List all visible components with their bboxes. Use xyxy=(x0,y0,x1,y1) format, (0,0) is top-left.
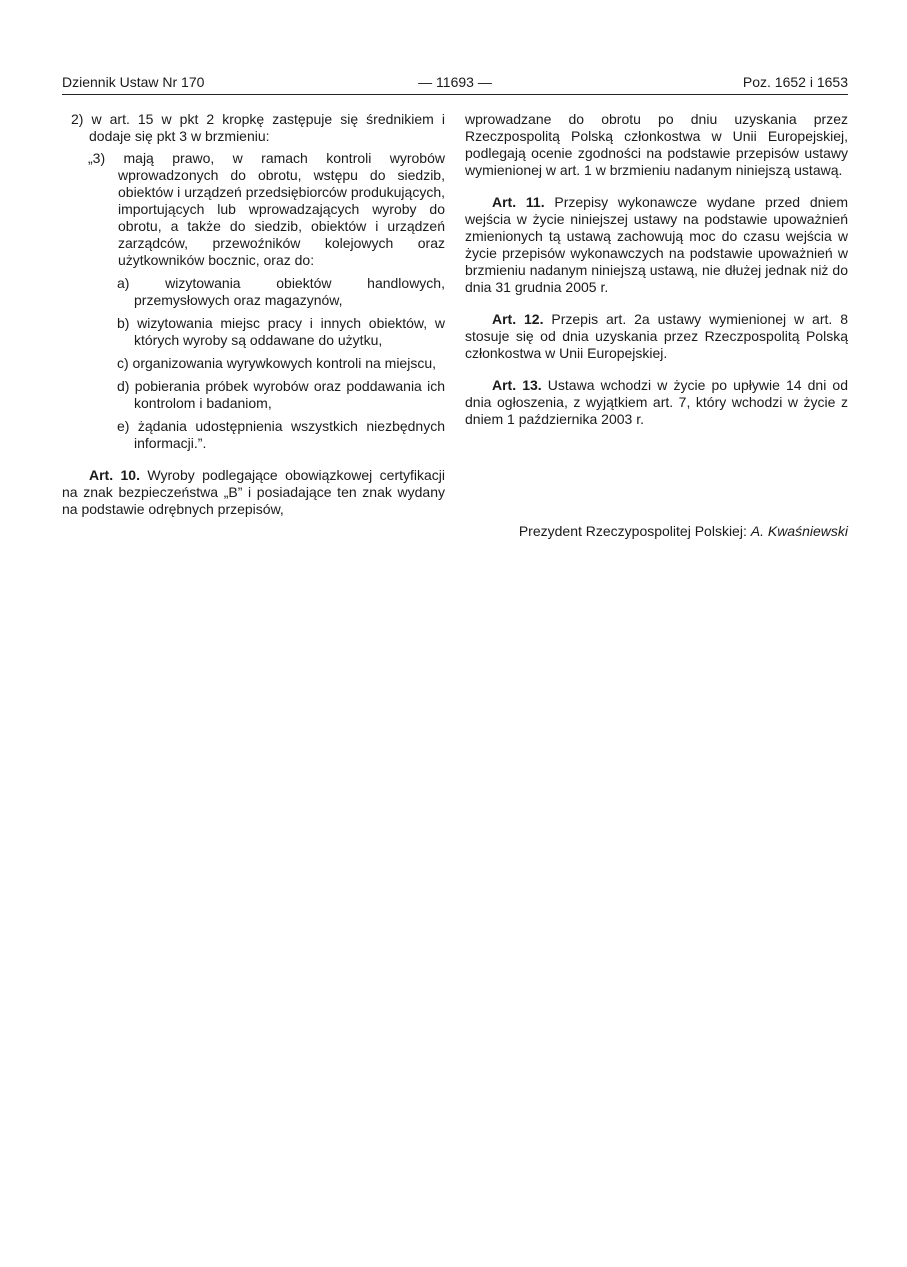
subpoint-a: a) wizytowania obiektów handlowych, przemysłowych oraz magazynów, xyxy=(117,275,445,308)
amendment-item-2: 2) w art. 15 w pkt 2 kropkę zastępuje się średnikiem i dodaje się pkt 3 w brzmieniu: xyxy=(71,111,445,144)
position-number: Poz. 1652 i 1653 xyxy=(742,74,848,90)
journal-title: Dziennik Ustaw Nr 170 xyxy=(62,74,205,90)
left-column xyxy=(62,111,445,518)
article-13 xyxy=(465,377,848,428)
signature-title: Prezydent Rzeczypospolitej Polskiej: xyxy=(518,523,751,539)
article-13-text: Ustawa wchodzi w życie po upływie 14 dni od dnia ogłoszenia, z wyjątkiem art. 7, który wchodzi w życie z dniem 1 października 2003 r. xyxy=(465,377,848,427)
article-13-label: Art. 13. xyxy=(492,377,542,393)
page-number: — 11693 — xyxy=(418,74,492,90)
right-column xyxy=(465,111,848,428)
article-11-text: Przepisy wykonawcze wydane przed dniem wejścia w życie niniejszej ustawy na podstawie upoważnień zmienionych tą ustawą zachowują moc do czasu wejścia w życie przepisów wykonawczych na podstawie upoważnień w brzmieniu nadanym niniejszą ustawą, nie dłużej jednak niż do dnia 31 grudnia 2005 r. xyxy=(465,194,848,295)
subpoint-e: e) żądania udostępnienia wszystkich niezbędnych informacji.”. xyxy=(117,418,445,451)
subpoint-d: d) pobierania próbek wyrobów oraz poddawania ich kontrolom i badaniom, xyxy=(117,378,445,411)
amendment-point-3: „3) mają prawo, w ramach kontroli wyrobów wprowadzonych do obrotu, wstępu do siedzib, obiektów i urządzeń przedsiębiorców produkujących, importujących lub wprowadzających wyroby do obrotu, a także do siedzib, obiektów i urządzeń zarządców, przewoźników kolejowych oraz użytkowników bocznic, oraz do: xyxy=(88,150,445,268)
signature-line xyxy=(465,523,848,540)
article-10 xyxy=(62,467,445,518)
article-12-label: Art. 12. xyxy=(492,311,544,327)
article-10-label: Art. 10. xyxy=(89,467,140,483)
subpoint-c: c) organizowania wyrywkowych kontroli na miejscu, xyxy=(117,355,437,371)
subpoint-list xyxy=(62,275,445,452)
signature-name: A. Kwaśniewski xyxy=(750,523,848,539)
subpoint-b: b) wizytowania miejsc pracy i innych obiektów, w których wyroby są oddawane do użytku, xyxy=(117,315,445,348)
page-header xyxy=(62,72,848,92)
article-10-text: Wyroby podlegające obowiązkowej certyfikacji na znak bezpieczeństwa „B” i posiadające ten znak wydany na podstawie odrębnych przepisów, xyxy=(62,467,445,517)
header-divider xyxy=(62,94,848,95)
article-11-label: Art. 11. xyxy=(492,194,545,210)
article-10-continuation: wprowadzane do obrotu po dniu uzyskania przez Rzeczpospolitą Polską członkostwa w Unii Europejskiej, podlegają ocenie zgodności na podstawie przepisów ustawy wymienionej w art. 1 w brzmieniu nadanym niniejszą ustawą. xyxy=(465,111,848,178)
article-11 xyxy=(465,194,848,296)
article-12-text: Przepis art. 2a ustawy wymienionej w art. 8 stosuje się od dnia uzyskania przez Rzeczpospolitą Polską członkostwa w Unii Europejskiej. xyxy=(465,311,848,361)
article-12 xyxy=(465,311,848,362)
